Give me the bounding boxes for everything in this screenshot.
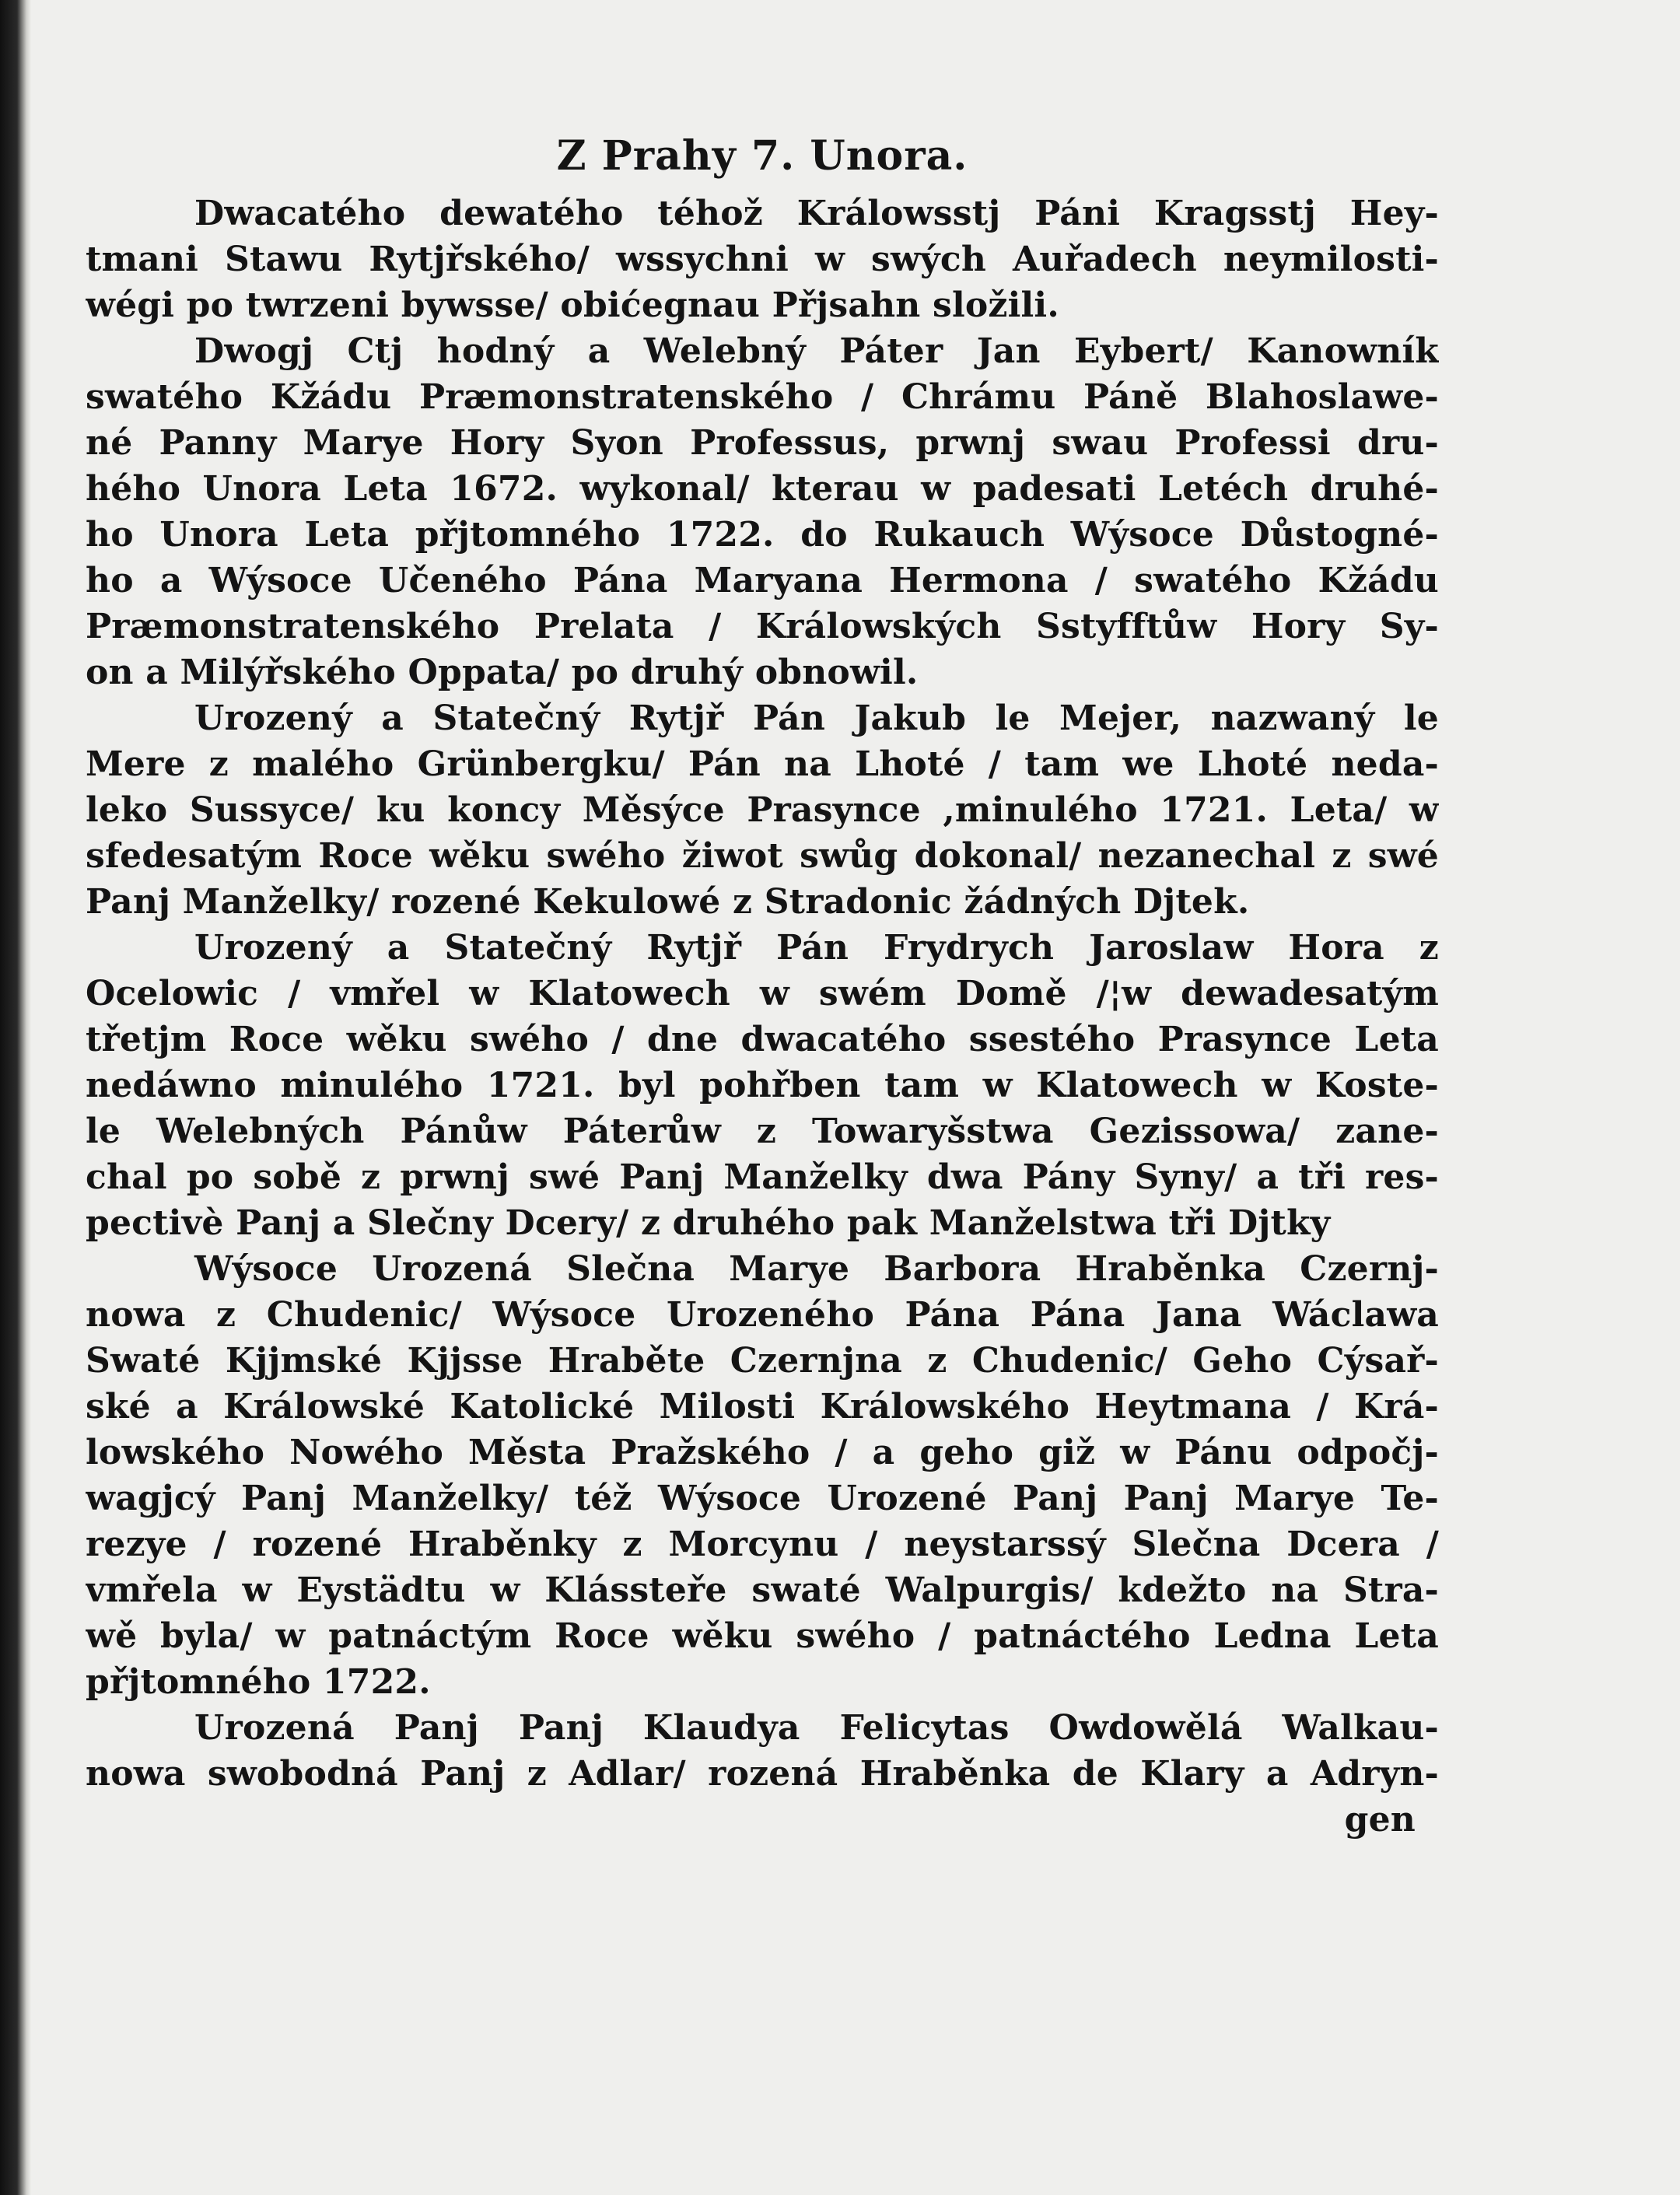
document-page bbox=[86, 132, 1439, 2123]
text-line: Swaté Kjjmské Kjjsse Hraběte Czernjna z Chudenic/ Geho Cýsař- bbox=[86, 1341, 1439, 1381]
text-line: vmřela w Eystädtu w Klássteře swaté Walpurgis/ kdežto na Stra- bbox=[86, 1570, 1439, 1610]
text-line: nowa swobodná Panj z Adlar/ rozená Hraběnka de Klary a Adryn- bbox=[86, 1754, 1439, 1794]
text-line: né Panny Marye Hory Syon Professus, prwnj swau Professi dru- bbox=[86, 423, 1439, 463]
book-binding-edge bbox=[0, 0, 31, 2195]
text-line: leko Sussyce/ ku koncy Měsýce Prasynce ,minulého 1721. Leta/ w bbox=[86, 790, 1439, 830]
text-line: pectivè Panj a Slečny Dcery/ z druhého pak Manželstwa tři Djtky bbox=[86, 1203, 1331, 1243]
paragraph bbox=[86, 1705, 1439, 1797]
paragraph bbox=[86, 191, 1439, 328]
text-line: Urozený a Statečný Rytjř Pán Frydrych Jaroslaw Hora z bbox=[194, 928, 1439, 968]
text-line: Wýsoce Urozená Slečna Marye Barbora Hraběnka Czernj- bbox=[194, 1249, 1439, 1289]
paragraph bbox=[86, 1246, 1439, 1705]
paragraph bbox=[86, 925, 1439, 1246]
text-line: ské a Králowské Katolické Milosti Králowského Heytmana / Krá- bbox=[86, 1387, 1439, 1427]
text-line: Præmonstratenského Prelata / Králowských Sstyfftůw Hory Sy- bbox=[86, 607, 1439, 646]
text-line: le Welebných Pánůw Páterůw z Towaryšstwa Gezissowa/ zane- bbox=[86, 1112, 1439, 1151]
text-line: Urozená Panj Panj Klaudya Felicytas Owdowělá Walkau- bbox=[194, 1708, 1439, 1748]
text-line: ho Unora Leta přjtomného 1722. do Rukauch Wýsoce Důstogné- bbox=[86, 515, 1439, 555]
text-line: wagjcý Panj Manželky/ též Wýsoce Urozené Panj Panj Marye Te- bbox=[86, 1479, 1439, 1518]
text-line: Panj Manželky/ rozené Kekulowé z Stradonic žádných Djtek. bbox=[86, 882, 1250, 922]
text-line: hého Unora Leta 1672. wykonal/ kterau w padesati Letéch druhé- bbox=[86, 469, 1439, 509]
text-line: rezye / rozené Hraběnky z Morcynu / neystarssý Slečna Dcera / bbox=[86, 1525, 1439, 1564]
text-line: Urozený a Statečný Rytjř Pán Jakub le Mejer, nazwaný le bbox=[194, 698, 1439, 738]
text-line: přjtomného 1722. bbox=[86, 1662, 431, 1702]
catchword: gen bbox=[1344, 1800, 1416, 1840]
paragraph bbox=[86, 695, 1439, 925]
text-line: tmani Stawu Rytjřského/ wssychni w swých Auřadech neymilosti- bbox=[86, 240, 1439, 279]
text-line: on a Milýřského Oppata/ po druhý obnowil. bbox=[86, 653, 919, 692]
text-line: třetjm Roce wěku swého / dne dwacatého ssestého Prasynce Leta bbox=[86, 1020, 1439, 1059]
text-line: Dwogj Ctj hodný a Welebný Páter Jan Eybert/ Kanowník bbox=[194, 331, 1439, 371]
text-line: ho a Wýsoce Učeného Pána Maryana Hermona / swatého Kžádu bbox=[86, 561, 1439, 600]
text-line: swatého Kžádu Præmonstratenského / Chrámu Páně Blahoslawe- bbox=[86, 377, 1439, 417]
paragraph bbox=[86, 328, 1439, 695]
text-line: Ocelowic / vmřel w Klatowech w swém Domě /¦w dewadesatým bbox=[86, 974, 1439, 1013]
text-line: nowa z Chudenic/ Wýsoce Urozeného Pána Pána Jana Wáclawa bbox=[86, 1295, 1439, 1335]
text-line: lowského Nowého Města Pražského / a geho giž w Pánu odpočj- bbox=[86, 1433, 1439, 1472]
text-line: nedáwno minulého 1721. byl pohřben tam w Klatowech w Koste- bbox=[86, 1066, 1439, 1105]
text-line: Dwacatého dewatého téhož Králowsstj Páni Kragsstj Hey- bbox=[194, 194, 1439, 233]
document-body bbox=[86, 191, 1439, 1797]
text-line: wě byla/ w patnáctým Roce wěku swého / patnáctého Ledna Leta bbox=[86, 1616, 1439, 1656]
text-line: Mere z malého Grünbergku/ Pán na Lhoté / tam we Lhoté neda- bbox=[86, 744, 1439, 784]
text-line: wégi po twrzeni bywsse/ obićegnau Přjsahn složili. bbox=[86, 285, 1059, 325]
page-heading: Z Prahy 7. Unora. bbox=[556, 132, 968, 180]
text-line: sfedesatým Roce wěku swého žiwot swůg dokonal/ nezanechal z swé bbox=[86, 836, 1439, 876]
text-line: chal po sobě z prwnj swé Panj Manželky dwa Pány Syny/ a tři res- bbox=[86, 1157, 1439, 1197]
